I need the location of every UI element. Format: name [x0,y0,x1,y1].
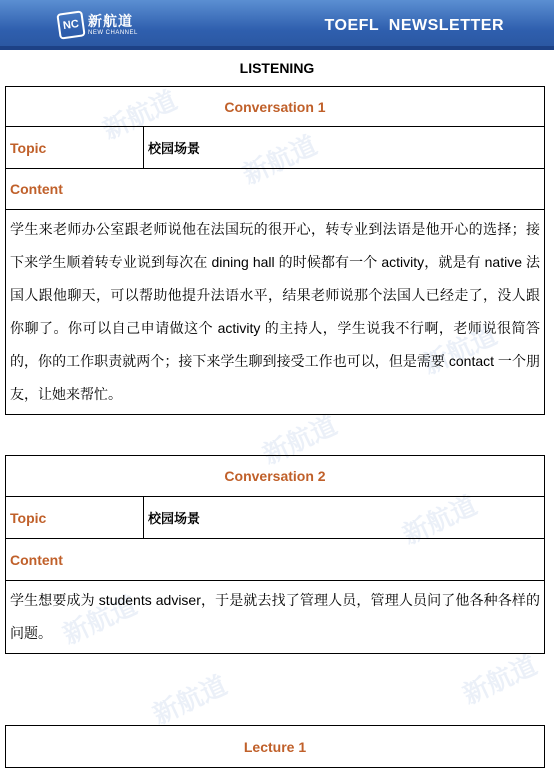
content-text: 学生想要成为 students adviser，于是就去找了管理人员，管理人员问了他各种各样的问题。 [6,581,545,654]
watermark: 新航道 [148,670,232,731]
lecture-1-title: Lecture 1 [6,726,545,768]
conversation-1-title: Conversation 1 [6,87,545,127]
conversation-2-table [5,455,545,654]
watermark: 新航道 [398,490,482,551]
header-underline [0,46,554,50]
section-heading: LISTENING [239,60,315,76]
watermark: 新航道 [458,650,542,711]
content-label: Content [6,539,545,581]
topic-value: 校园场景 [144,127,545,169]
logo-badge-icon: NC [56,10,85,39]
newsletter-title: TOEFL NEWSLETTER [324,17,504,34]
watermark: 新航道 [258,410,342,471]
topic-value: 校园场景 [144,497,545,539]
conversation-2-title: Conversation 2 [6,456,545,497]
new-channel-logo [58,12,138,38]
watermark: 新航道 [98,85,182,146]
watermark: 新航道 [238,130,322,191]
conversation-1-table [5,86,545,415]
topic-label: Topic [6,497,144,539]
newsletter-header [0,0,554,50]
content-text: 学生来老师办公室跟老师说他在法国玩的很开心，转专业到法语是他开心的选择；接下来学生顺着转专业说到每次在 dining hall 的时候都有一个 activity，就是有 native 法国人跟他聊天，可以帮助他提升法语水平，结果老师说那个法国人已经走了，没人跟你聊了。你可以自己申请做这个 activity 的主持人，学生说我不行啊，老师说很简答的，你的工作职责就两个；接下来学生聊到接受工作也可以，但是需要 contact 一个朋友，让她来帮忙。 [6,210,545,415]
watermark: 新航道 [418,320,502,381]
watermark: 新航道 [58,590,142,651]
logo-english-text: NEW CHANNEL [88,30,138,36]
content-label: Content [6,169,545,210]
lecture-1-table [5,725,545,768]
logo-chinese-text: 新航道 [88,13,133,29]
topic-label: Topic [6,127,144,169]
